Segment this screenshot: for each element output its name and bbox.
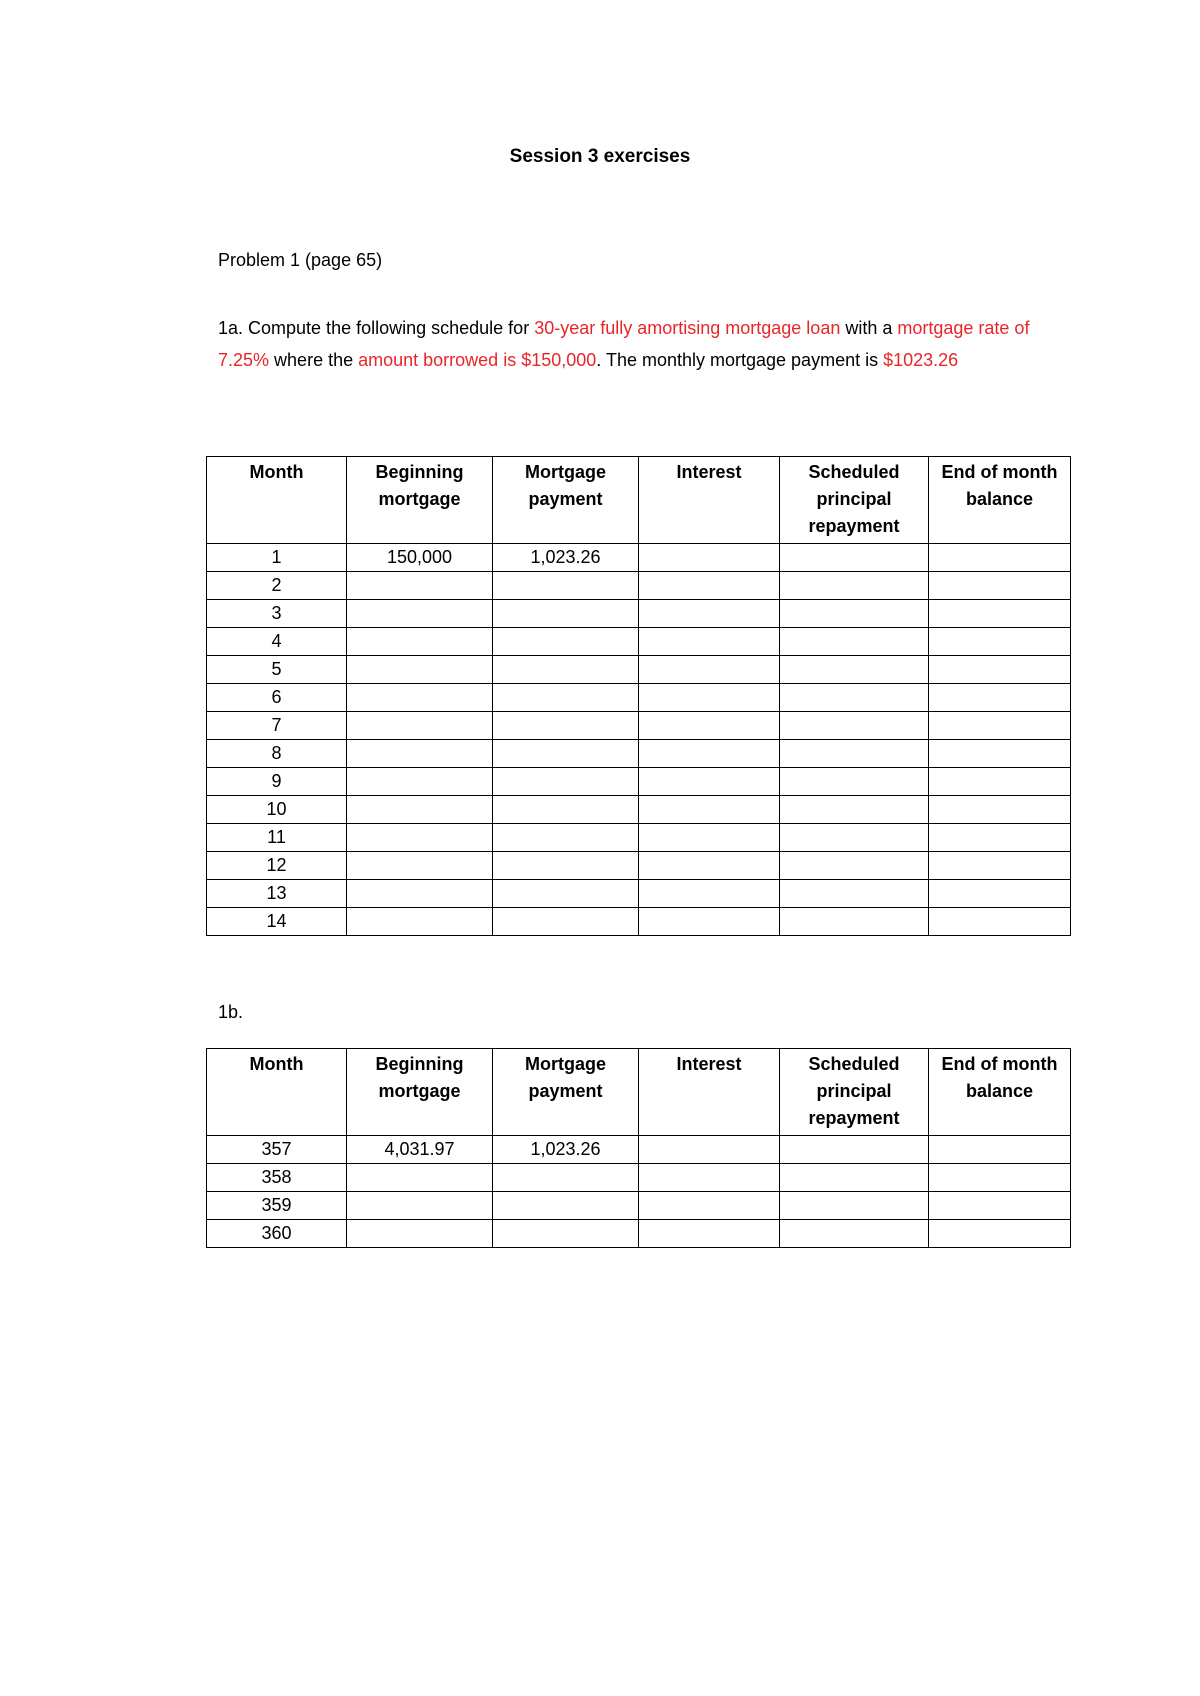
cell-interest: [639, 600, 780, 628]
cell-beginning-mortgage: [347, 880, 493, 908]
table-body-1a: [207, 544, 1071, 936]
table-header-row: [207, 457, 1071, 544]
mortgage-rate-highlight: mortgage rate of 7.25%: [218, 318, 1030, 370]
problem-heading: Problem 1 (page 65): [218, 250, 383, 270]
part-a-text: 1a. Compute the following schedule for: [218, 318, 535, 338]
table-row: [207, 628, 1071, 656]
table-row: [207, 796, 1071, 824]
cell-interest: [639, 824, 780, 852]
cell-end-balance: [929, 628, 1071, 656]
cell-month: 8: [207, 740, 347, 768]
cell-month: 2: [207, 572, 347, 600]
cell-scheduled-principal: [780, 1192, 929, 1220]
cell-mortgage-payment: [493, 740, 639, 768]
header-beginning-mortgage: Beginning mortgage: [347, 1049, 493, 1136]
monthly-payment-highlight: $1023.26: [883, 350, 959, 370]
part-b-label: 1b.: [218, 1002, 244, 1022]
cell-interest: [639, 796, 780, 824]
schedule-table-1b: [206, 1048, 1071, 1248]
cell-month: 5: [207, 656, 347, 684]
cell-mortgage-payment: [493, 712, 639, 740]
cell-scheduled-principal: [780, 712, 929, 740]
header-mortgage-payment: Mortgage payment: [493, 1049, 639, 1136]
cell-beginning-mortgage: [347, 740, 493, 768]
cell-beginning-mortgage: 150,000: [347, 544, 493, 572]
cell-beginning-mortgage: [347, 684, 493, 712]
table-row: [207, 544, 1071, 572]
cell-beginning-mortgage: 4,031.97: [347, 1136, 493, 1164]
cell-interest: [639, 908, 780, 936]
cell-beginning-mortgage: [347, 628, 493, 656]
cell-end-balance: [929, 544, 1071, 572]
table-row: [207, 824, 1071, 852]
cell-interest: [639, 1164, 780, 1192]
cell-mortgage-payment: [493, 796, 639, 824]
cell-mortgage-payment: [493, 852, 639, 880]
cell-month: 14: [207, 908, 347, 936]
table-row: [207, 656, 1071, 684]
cell-scheduled-principal: [780, 544, 929, 572]
table-row: [207, 1136, 1071, 1164]
cell-end-balance: [929, 684, 1071, 712]
cell-interest: [639, 656, 780, 684]
cell-scheduled-principal: [780, 852, 929, 880]
cell-end-balance: [929, 600, 1071, 628]
cell-mortgage-payment: [493, 768, 639, 796]
cell-end-balance: [929, 1164, 1071, 1192]
cell-end-balance: [929, 796, 1071, 824]
cell-beginning-mortgage: [347, 796, 493, 824]
cell-month: 1: [207, 544, 347, 572]
cell-end-balance: [929, 572, 1071, 600]
cell-month: 357: [207, 1136, 347, 1164]
table-row: [207, 684, 1071, 712]
header-interest: Interest: [639, 457, 780, 544]
cell-interest: [639, 684, 780, 712]
table-row: [207, 852, 1071, 880]
cell-month: 3: [207, 600, 347, 628]
table-row: [207, 768, 1071, 796]
cell-end-balance: [929, 880, 1071, 908]
cell-end-balance: [929, 768, 1071, 796]
cell-scheduled-principal: [780, 572, 929, 600]
header-scheduled-principal: Scheduled principal repayment: [780, 1049, 929, 1136]
cell-mortgage-payment: [493, 628, 639, 656]
amount-borrowed-highlight: amount borrowed is $150,000: [358, 350, 597, 370]
cell-scheduled-principal: [780, 740, 929, 768]
cell-month: 9: [207, 768, 347, 796]
header-end-balance: End of month balance: [929, 457, 1071, 544]
cell-mortgage-payment: [493, 684, 639, 712]
cell-mortgage-payment: [493, 656, 639, 684]
table-row: [207, 740, 1071, 768]
cell-mortgage-payment: [493, 572, 639, 600]
table-row: [207, 1220, 1071, 1248]
cell-scheduled-principal: [780, 880, 929, 908]
cell-mortgage-payment: 1,023.26: [493, 1136, 639, 1164]
cell-mortgage-payment: [493, 824, 639, 852]
table-row: [207, 712, 1071, 740]
table-row: [207, 600, 1071, 628]
cell-end-balance: [929, 656, 1071, 684]
cell-month: 360: [207, 1220, 347, 1248]
cell-interest: [639, 1136, 780, 1164]
cell-beginning-mortgage: [347, 1164, 493, 1192]
cell-beginning-mortgage: [347, 824, 493, 852]
cell-month: 11: [207, 824, 347, 852]
cell-interest: [639, 740, 780, 768]
header-month: Month: [207, 1049, 347, 1136]
part-a-text: with a: [840, 318, 898, 338]
cell-scheduled-principal: [780, 628, 929, 656]
table-row: [207, 1164, 1071, 1192]
cell-month: 12: [207, 852, 347, 880]
table-body-1b: [207, 1136, 1071, 1248]
cell-interest: [639, 628, 780, 656]
cell-mortgage-payment: [493, 1192, 639, 1220]
cell-interest: [639, 1220, 780, 1248]
cell-mortgage-payment: 1,023.26: [493, 544, 639, 572]
cell-end-balance: [929, 1192, 1071, 1220]
cell-month: 7: [207, 712, 347, 740]
table-header-row: [207, 1049, 1071, 1136]
cell-end-balance: [929, 908, 1071, 936]
cell-end-balance: [929, 1136, 1071, 1164]
cell-month: 13: [207, 880, 347, 908]
cell-end-balance: [929, 852, 1071, 880]
cell-interest: [639, 880, 780, 908]
cell-mortgage-payment: [493, 1220, 639, 1248]
cell-end-balance: [929, 824, 1071, 852]
cell-scheduled-principal: [780, 796, 929, 824]
cell-month: 4: [207, 628, 347, 656]
cell-interest: [639, 1192, 780, 1220]
cell-beginning-mortgage: [347, 712, 493, 740]
header-interest: Interest: [639, 1049, 780, 1136]
cell-month: 10: [207, 796, 347, 824]
header-beginning-mortgage: Beginning mortgage: [347, 457, 493, 544]
header-scheduled-principal: Scheduled principal repayment: [780, 457, 929, 544]
cell-interest: [639, 544, 780, 572]
cell-end-balance: [929, 740, 1071, 768]
cell-scheduled-principal: [780, 656, 929, 684]
cell-interest: [639, 768, 780, 796]
cell-beginning-mortgage: [347, 572, 493, 600]
cell-scheduled-principal: [780, 1164, 929, 1192]
cell-scheduled-principal: [780, 600, 929, 628]
header-end-balance: End of month balance: [929, 1049, 1071, 1136]
cell-beginning-mortgage: [347, 600, 493, 628]
cell-beginning-mortgage: [347, 908, 493, 936]
schedule-table-1a: [206, 456, 1071, 936]
document-title: Session 3 exercises: [509, 146, 691, 167]
table-row: [207, 572, 1071, 600]
header-mortgage-payment: Mortgage payment: [493, 457, 639, 544]
cell-scheduled-principal: [780, 824, 929, 852]
cell-end-balance: [929, 1220, 1071, 1248]
cell-mortgage-payment: [493, 880, 639, 908]
table-row: [207, 1192, 1071, 1220]
cell-mortgage-payment: [493, 908, 639, 936]
cell-interest: [639, 852, 780, 880]
loan-term-highlight: 30-year fully amortising mortgage loan: [534, 318, 841, 338]
cell-month: 359: [207, 1192, 347, 1220]
cell-beginning-mortgage: [347, 1192, 493, 1220]
cell-beginning-mortgage: [347, 656, 493, 684]
part-a-text: . The monthly mortgage payment is: [596, 350, 884, 370]
cell-end-balance: [929, 712, 1071, 740]
header-month: Month: [207, 457, 347, 544]
cell-interest: [639, 712, 780, 740]
cell-scheduled-principal: [780, 768, 929, 796]
cell-mortgage-payment: [493, 1164, 639, 1192]
cell-interest: [639, 572, 780, 600]
part-a-text: where the: [269, 350, 359, 370]
cell-beginning-mortgage: [347, 1220, 493, 1248]
cell-month: 6: [207, 684, 347, 712]
cell-scheduled-principal: [780, 908, 929, 936]
cell-scheduled-principal: [780, 1220, 929, 1248]
part-a-paragraph: [218, 312, 1038, 376]
cell-beginning-mortgage: [347, 768, 493, 796]
cell-mortgage-payment: [493, 600, 639, 628]
cell-scheduled-principal: [780, 684, 929, 712]
cell-scheduled-principal: [780, 1136, 929, 1164]
table-row: [207, 880, 1071, 908]
cell-month: 358: [207, 1164, 347, 1192]
table-row: [207, 908, 1071, 936]
cell-beginning-mortgage: [347, 852, 493, 880]
